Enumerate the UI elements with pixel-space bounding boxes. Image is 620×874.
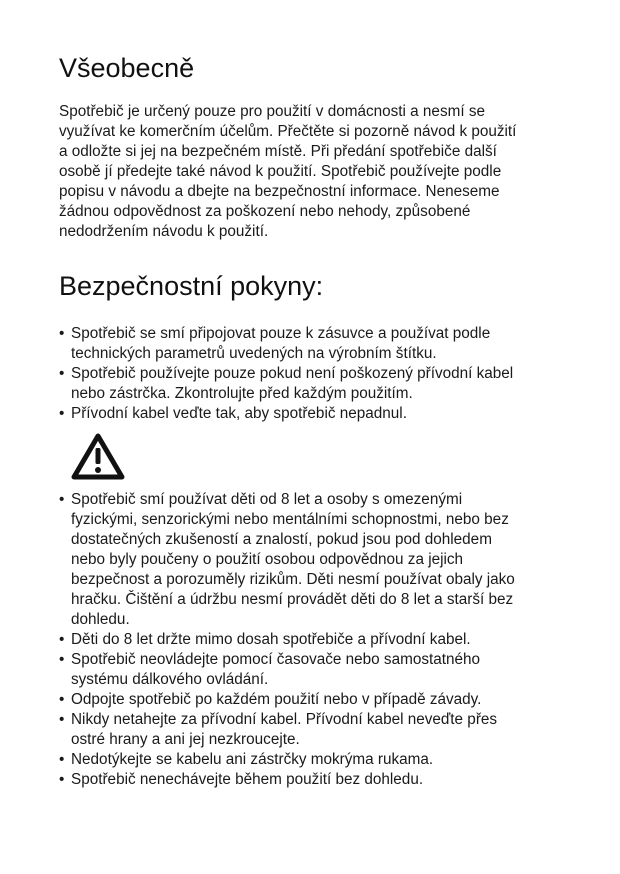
safety-list-1 bbox=[59, 324, 564, 424]
paragraph-line: a odložte si jej na bezpečném místě. Při předání spotřebiče další bbox=[59, 143, 497, 160]
list-item bbox=[59, 770, 564, 790]
paragraph-line: popisu v návodu a dbejte na bezpečnostní informace. Neneseme bbox=[59, 183, 500, 200]
list-item-line: hračku. Čištění a údržbu nesmí provádět děti do 8 let a starší bez bbox=[71, 591, 514, 608]
safety-list-2 bbox=[59, 490, 564, 790]
list-item bbox=[59, 490, 564, 630]
list-item bbox=[59, 710, 564, 750]
paragraph-line: žádnou odpovědnost za poškození nebo nehody, způsobené bbox=[59, 203, 471, 220]
list-item-line: bezpečnost a porozuměly rizikům. Děti nesmí používat obaly jako bbox=[71, 571, 515, 588]
list-item-line: • Odpojte spotřebič po každém použití nebo v případě závady. bbox=[71, 691, 482, 708]
list-item-line: systému dálkového ovládání. bbox=[71, 671, 269, 688]
list-item-line: dostatečných zkušeností a znalostí, pokud jsou pod dohledem bbox=[71, 531, 492, 548]
list-item-line: ostré hrany a ani jej nezkroucejte. bbox=[71, 731, 300, 748]
list-item-line: • Spotřebič nenechávejte během použití bez dohledu. bbox=[71, 771, 424, 788]
list-item-line: fyzickými, senzorickými nebo mentálními schopnostmi, nebo bez bbox=[71, 511, 509, 528]
section-title-general: Všeobecně bbox=[59, 53, 195, 83]
list-item bbox=[59, 690, 564, 710]
list-item-line: • Přívodní kabel veďte tak, aby spotřebič nepadnul. bbox=[71, 405, 407, 422]
list-item bbox=[59, 650, 564, 690]
manual-page bbox=[59, 48, 564, 790]
paragraph-line: osobě jí předejte také návod k použití. Spotřebič používejte podle bbox=[59, 163, 502, 180]
list-item-line: • Děti do 8 let držte mimo dosah spotřebiče a přívodní kabel. bbox=[71, 631, 471, 648]
paragraph-line: nedodržením návodu k použití. bbox=[59, 223, 269, 240]
list-item-line: nebo byly poučeny o použití osobou odpovědnou za jejich bbox=[71, 551, 464, 568]
list-item-line: • Nedotýkejte se kabelu ani zástrčky mokrýma rukama. bbox=[71, 751, 434, 768]
list-item-line: • Spotřebič neovládejte pomocí časovače nebo samostatného bbox=[71, 651, 481, 668]
list-item bbox=[59, 364, 564, 404]
list-item-line: technických parametrů uvedených na výrobním štítku. bbox=[71, 345, 437, 362]
list-item bbox=[59, 404, 564, 424]
list-item-line: dohledu. bbox=[71, 611, 130, 628]
section-title-safety: Bezpečnostní pokyny: bbox=[59, 271, 324, 301]
list-item-line: nebo zástrčka. Zkontrolujte před každým použitím. bbox=[71, 385, 413, 402]
list-item-line: • Nikdy netahejte za přívodní kabel. Přívodní kabel neveďte přes bbox=[71, 711, 498, 728]
list-item-line: • Spotřebič smí používat děti od 8 let a osoby s omezenými bbox=[71, 491, 463, 508]
list-item bbox=[59, 750, 564, 770]
list-item-line: • Spotřebič používejte pouze pokud není poškozený přívodní kabel bbox=[71, 365, 514, 382]
general-paragraph bbox=[59, 102, 564, 242]
warning-triangle-icon bbox=[70, 432, 126, 482]
paragraph-line: Spotřebič je určený pouze pro použití v domácnosti a nesmí se bbox=[59, 103, 485, 120]
list-item bbox=[59, 324, 564, 364]
list-item bbox=[59, 630, 564, 650]
list-item-line: • Spotřebič se smí připojovat pouze k zásuvce a používat podle bbox=[71, 325, 491, 342]
paragraph-line: využívat ke komerčním účelům. Přečtěte si pozorně návod k použití bbox=[59, 123, 517, 140]
